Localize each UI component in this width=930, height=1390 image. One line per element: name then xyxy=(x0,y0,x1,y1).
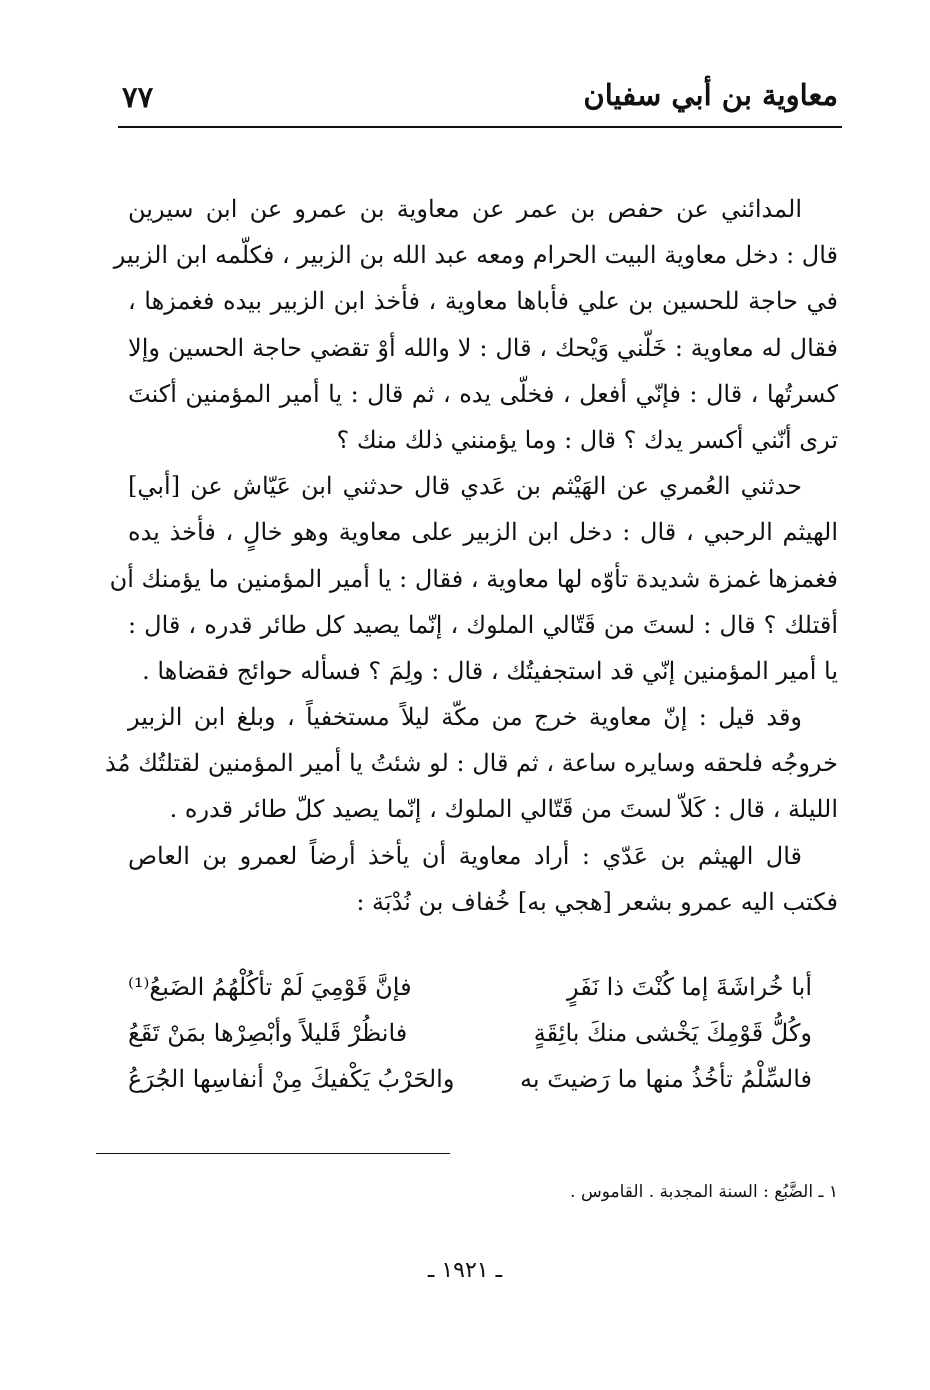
text-line: خروجُه فلحقه وسايره ساعة ، ثم قال : لو شئتُ يا أمير المؤمنين لقتلتُك مُذ xyxy=(105,749,838,778)
text-line: المدائني عن حفص بن عمر عن معاوية بن عمرو عن ابن سيرين xyxy=(128,195,802,223)
poem-verse xyxy=(128,1056,812,1102)
running-title: معاوية بن أبي سفيان xyxy=(583,78,838,112)
verse-second-hemistich: والحَرْبُ يَكْفيكَ مِنْ أنفاسِها الجُرَعُ xyxy=(128,1065,455,1093)
footnote-rule xyxy=(96,1153,450,1154)
text-line: في حاجة للحسين بن علي فأباها معاوية ، فأخذ ابن الزبير بيده فغمزها ، xyxy=(128,287,838,316)
verse-first-hemistich: أبا خُراشَةَ إما كُنْتَ ذا نَفَرٍ xyxy=(566,973,812,1001)
verse-second-hemistich: فإنَّ قَوْمِيَ لَمْ تأكُلْهُمُ الضَبعُ⁽¹⁾ xyxy=(128,973,412,1001)
poem xyxy=(128,964,812,1102)
verse-first-hemistich: فالسِّلْمُ تأخُذُ منها ما رَضيتَ به xyxy=(520,1065,812,1093)
text-line: قال الهيثم بن عَدّي : أراد معاوية أن يأخذ أرضاً لعمرو بن العاص xyxy=(128,841,802,870)
text-line: الهيثم الرحبي ، قال : دخل ابن الزبير على معاوية وهو خالٍ ، فأخذ يده xyxy=(128,518,838,547)
text-line: فكتب اليه عمرو بشعر [هجي به] خُفاف بن نُدْبَة : xyxy=(356,887,838,916)
text-line: ترى أنّني أكسر يدك ؟ قال : وما يؤمنني ذلك منك ؟ xyxy=(336,425,838,454)
page-number: ٧٧ xyxy=(122,80,154,114)
body-text xyxy=(105,186,838,925)
text-line: أقتلك ؟ قال : لستَ من قَتّالي الملوك ، إنّما يصيد كل طائر قدره ، قال : xyxy=(128,610,838,639)
text-line: يا أمير المؤمنين إنّي قد استجفيتُك ، قال : ولِمَ ؟ فسأله حوائج فقضاها . xyxy=(142,656,838,685)
header-rule xyxy=(118,126,842,128)
text-line: فقال له معاوية : خَلّني وَيْحك ، قال : لا والله أوْ تقضي حاجة الحسين وإلا xyxy=(128,333,838,362)
footnote: ١ ـ الضَّبُع : السنة المجدبة . القاموس . xyxy=(570,1182,838,1202)
verse-second-hemistich: فانظُرْ قَليلاً وأبْصِرْها بمَنْ تَقَعُ xyxy=(128,1019,408,1047)
text-line: الليلة ، قال : كَلاّ لستَ من قَتّالي الملوك ، إنّما يصيد كلّ طائر قدره . xyxy=(169,795,838,824)
text-line: حدثني العُمري عن الهَيْثم بن عَدي قال حدثني ابن عَيّاش عن [أبي] xyxy=(128,472,802,501)
poem-verse xyxy=(128,1010,812,1056)
text-line: فغمزها غمزة شديدة تأوّه لها معاوية ، فقال : يا أمير المؤمنين ما يؤمنك أن xyxy=(109,564,838,593)
verse-first-hemistich: وكُلُّ قَوْمِكَ يَخْشى منكَ بائِقَةٍ xyxy=(533,1019,812,1047)
poem-verse xyxy=(128,964,812,1010)
text-line: قال : دخل معاوية البيت الحرام ومعه عبد الله بن الزبير ، فكلّمه ابن الزبير xyxy=(113,241,838,270)
text-line: وقد قيل : إنّ معاوية خرج من مكّة ليلاً مستخفياً ، وبلغ ابن الزبير xyxy=(128,703,802,732)
text-line: كسرتُها ، قال : فإنّي أفعل ، فخلّى يده ، ثم قال : يا أمير المؤمنين أكنتَ xyxy=(128,379,838,408)
folio-number: ـ ١٩٢١ ـ xyxy=(427,1258,503,1283)
